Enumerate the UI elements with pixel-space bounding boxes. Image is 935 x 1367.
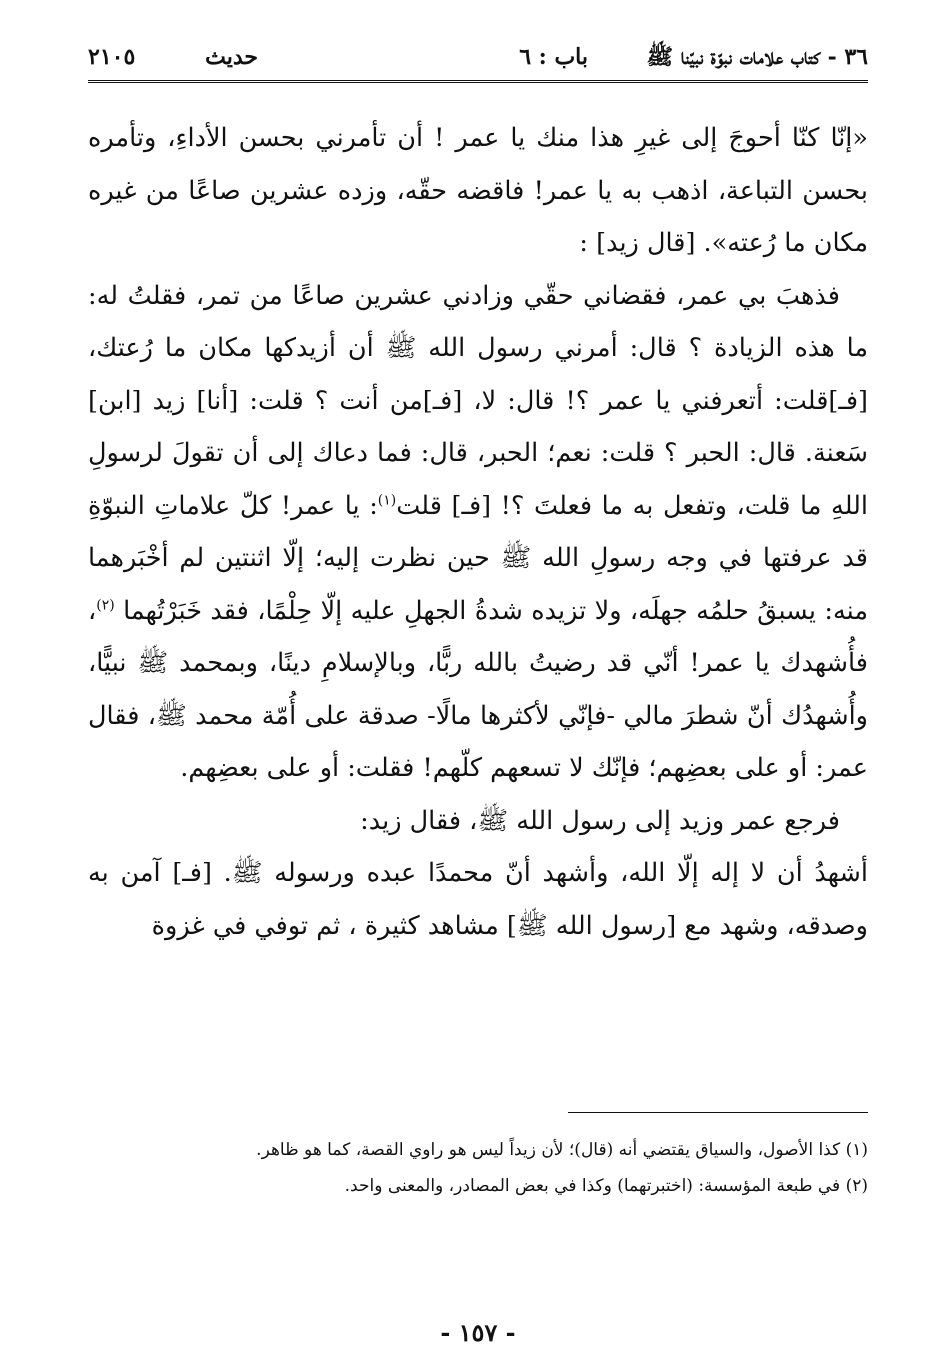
paragraph-1: «إنّا كنّا أحوجَ إلى غيرِ هذا منك يا عمر ! أن تأمرني بحسن الأداءِ، وتأمره بحسن التباعة، اذهب به يا عمر! فاقضه حقّه، وزده عشرين صاعًا من غيره مكان ما رُعته». [قال زيد] :: [88, 123, 868, 258]
paragraph-2-part-1: فذهبَ بي عمر، فقضاني حقّي وزادني عشرين صاعًا من تمر، فقلتُ له: ما هذه الزيادة ؟ قال: أمرني رسول الله ﷺ أن أزيدكها مكان ما رُعتك، [فـ]قلت: أتعرفني يا عمر ؟! قال: لا، [فـ]من أنت ؟ قلت: [أنا] زيد [ابن] سَعنة. قال: الحبر ؟ قلت: نعم؛ الحبر، قال: فما دعاك إلى أن تقولَ لرسولِ اللهِ ما قلت، وتفعل به ما فعلتَ ؟! [فـ] قلت: [88, 280, 868, 521]
footnote-ref-1[interactable]: (١): [377, 492, 397, 508]
running-header: [88, 40, 868, 74]
footnote-divider: [568, 1112, 868, 1113]
hadith-label: حديث: [205, 44, 258, 70]
header-divider: [88, 80, 868, 83]
main-text: [88, 112, 868, 952]
hadith-number: ٢١٠٥: [88, 44, 136, 70]
paragraph-2-part-2: : يا عمر! كلّ علاماتِ النبوّةِ قد عرفتها في وجه رسولِ الله ﷺ حين نظرت إليه؛ إلّا اثنتين لم أخْبَرهما منه: يسبقُ حلمُه جهلَه، ولا تزيده شدةُ الجهلِ عليه إلّا حِلْمًا، فقد خَبَرْتُهما: [88, 490, 868, 626]
paragraph-2: [88, 270, 868, 795]
footnote-2: (٢) في طبعة المؤسسة: (اختبرتهما) وكذا في بعض المصادر، والمعنى واحد.: [344, 1176, 868, 1196]
footnotes: [88, 1132, 868, 1204]
paragraph-3: فرجع عمر وزيد إلى رسول الله ﷺ، فقال زيد:: [360, 805, 840, 836]
footnote-1: (١) كذا الأصول، والسياق يقتضي أنه (قال)؛ لأن زيداً ليس هو راوي القصة، كما هو ظاهر.: [256, 1140, 868, 1160]
paragraph-2-part-3: ، فأُشهدك يا عمر! أنّي قد رضيتُ بالله ربًّا، وبالإسلامِ دينًا، وبمحمد ﷺ نبيًّا، وأُشهدُك أنّ شطرَ مالي -فإنّي لأكثرها مالًا- صدقة على أُمّة محمد ﷺ، فقال عمر: أو على بعضِهم؛ فإنّك لا تسعهم كلّهم! فقلت: أو على بعضِهم.: [88, 595, 868, 783]
page-number: - ١٥٧ -: [440, 1318, 516, 1347]
footnote-ref-2[interactable]: (٢): [96, 597, 115, 613]
chapter-title: ٣٦ - كتاب علامات نبوّة نبيّنا ﷺ: [646, 44, 868, 70]
bab-number: باب : ٦: [519, 44, 588, 70]
book-page: [88, 40, 868, 1347]
paragraph-4: أشهدُ أن لا إله إلّا الله، وأشهد أنّ محمدًا عبده ورسوله ﷺ. [فـ] آمن به وصدقه، وشهد مع [رسول الله ﷺ] مشاهد كثيرة ، ثم توفي في غزوة: [88, 858, 868, 941]
